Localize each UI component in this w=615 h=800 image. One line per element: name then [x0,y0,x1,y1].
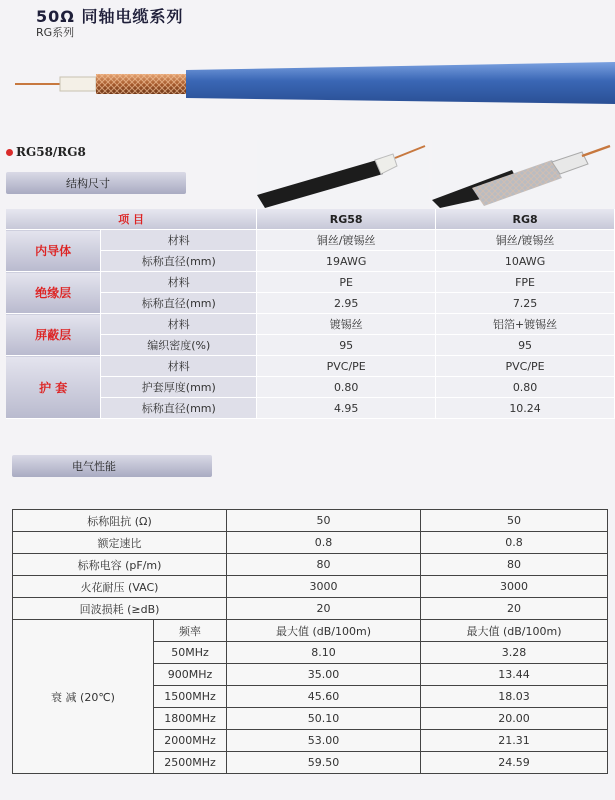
rg8-value: FPE [436,272,615,293]
electrical-row [13,554,608,576]
frequency-value: 2500MHz [154,752,227,774]
structure-row [6,314,615,335]
rg8-value: 0.80 [436,377,615,398]
electrical-section-label: 电气性能 [72,460,116,473]
structure-group-label: 绝缘层 [6,272,101,314]
rg8-max-header: 最大值 (dB/100m) [421,620,608,642]
rg8-value: 13.44 [421,664,608,686]
rg58-value: 3000 [227,576,421,598]
structure-param-label: 材料 [101,272,257,293]
electrical-section-bar [12,455,212,477]
rg58-value: 镀锡丝 [257,314,436,335]
rg8-value: 铝箔+镀锡丝 [436,314,615,335]
rg8-value: 20 [421,598,608,620]
electrical-param-label: 额定速比 [13,532,227,554]
frequency-value: 2000MHz [154,730,227,752]
rg58-value: 35.00 [227,664,421,686]
structure-group-label: 内导体 [6,230,101,272]
structure-header-rg8: RG8 [436,209,615,230]
rg58-value: 19AWG [257,251,436,272]
rg8-value: 18.03 [421,686,608,708]
attenuation-header-row [13,620,608,642]
structure-header-row [6,209,615,230]
rg58-value: 0.80 [257,377,436,398]
rg58-value: 59.50 [227,752,421,774]
rg8-value: 24.59 [421,752,608,774]
rg8-value: 50 [421,510,608,532]
electrical-row [13,510,608,532]
rg58-value: 8.10 [227,642,421,664]
rg8-value: 10.24 [436,398,615,419]
rg8-value: 80 [421,554,608,576]
series-heading [6,145,86,159]
structure-param-label: 标称直径(mm) [101,398,257,419]
frequency-value: 1500MHz [154,686,227,708]
rg58-max-header: 最大值 (dB/100m) [227,620,421,642]
rg58-value: 80 [227,554,421,576]
electrical-param-label: 回波损耗 (≥dB) [13,598,227,620]
rg8-value: 3.28 [421,642,608,664]
rg58-value: PVC/PE [257,356,436,377]
attenuation-label: 衰 减 (20℃) [13,620,154,774]
rg8-value: 铜丝/镀锡丝 [436,230,615,251]
rg8-value: 95 [436,335,615,356]
electrical-param-label: 标称电容 (pF/m) [13,554,227,576]
rg58-value: 4.95 [257,398,436,419]
rg58-value: 20 [227,598,421,620]
rg8-value: 10AWG [436,251,615,272]
rg8-value: 20.00 [421,708,608,730]
structure-param-label: 编织密度(%) [101,335,257,356]
structure-row [6,272,615,293]
structure-param-label: 标称直径(mm) [101,251,257,272]
rg58-value: PE [257,272,436,293]
page-title: 50Ω 同轴电缆系列 [36,7,184,26]
electrical-row [13,576,608,598]
structure-table [6,209,615,419]
frequency-value: 1800MHz [154,708,227,730]
rg8-value: 7.25 [436,293,615,314]
structure-row [6,356,615,377]
rg58-value: 95 [257,335,436,356]
frequency-header: 频率 [154,620,227,642]
rg58-value: 50.10 [227,708,421,730]
electrical-row [13,532,608,554]
structure-section-label: 结构尺寸 [66,177,110,190]
rg8-value: 3000 [421,576,608,598]
bullet-icon [6,149,13,156]
frequency-value: 50MHz [154,642,227,664]
electrical-param-label: 火花耐压 (VAC) [13,576,227,598]
rg8-cable-photo [432,140,612,208]
series-label: RG58/RG8 [16,145,86,159]
rg58-value: 53.00 [227,730,421,752]
structure-param-label: 材料 [101,314,257,335]
rg58-value: 2.95 [257,293,436,314]
coax-cable-illustration [0,52,615,142]
structure-param-label: 材料 [101,356,257,377]
structure-header-item: 项 目 [6,209,257,230]
page-subtitle: RG系列 [36,26,75,39]
rg8-value: 0.8 [421,532,608,554]
rg8-value: 21.31 [421,730,608,752]
structure-param-label: 护套厚度(mm) [101,377,257,398]
rg58-value: 铜丝/镀锡丝 [257,230,436,251]
structure-group-label: 护 套 [6,356,101,419]
frequency-value: 900MHz [154,664,227,686]
rg58-value: 0.8 [227,532,421,554]
structure-row [6,230,615,251]
electrical-param-label: 标称阻抗 (Ω) [13,510,227,532]
rg58-cable-photo [257,140,429,208]
rg8-value: PVC/PE [436,356,615,377]
electrical-table [12,509,608,774]
rg58-value: 50 [227,510,421,532]
structure-param-label: 标称直径(mm) [101,293,257,314]
rg58-value: 45.60 [227,686,421,708]
structure-section-bar [6,172,186,194]
structure-group-label: 屏蔽层 [6,314,101,356]
structure-param-label: 材料 [101,230,257,251]
structure-header-rg58: RG58 [257,209,436,230]
electrical-row [13,598,608,620]
